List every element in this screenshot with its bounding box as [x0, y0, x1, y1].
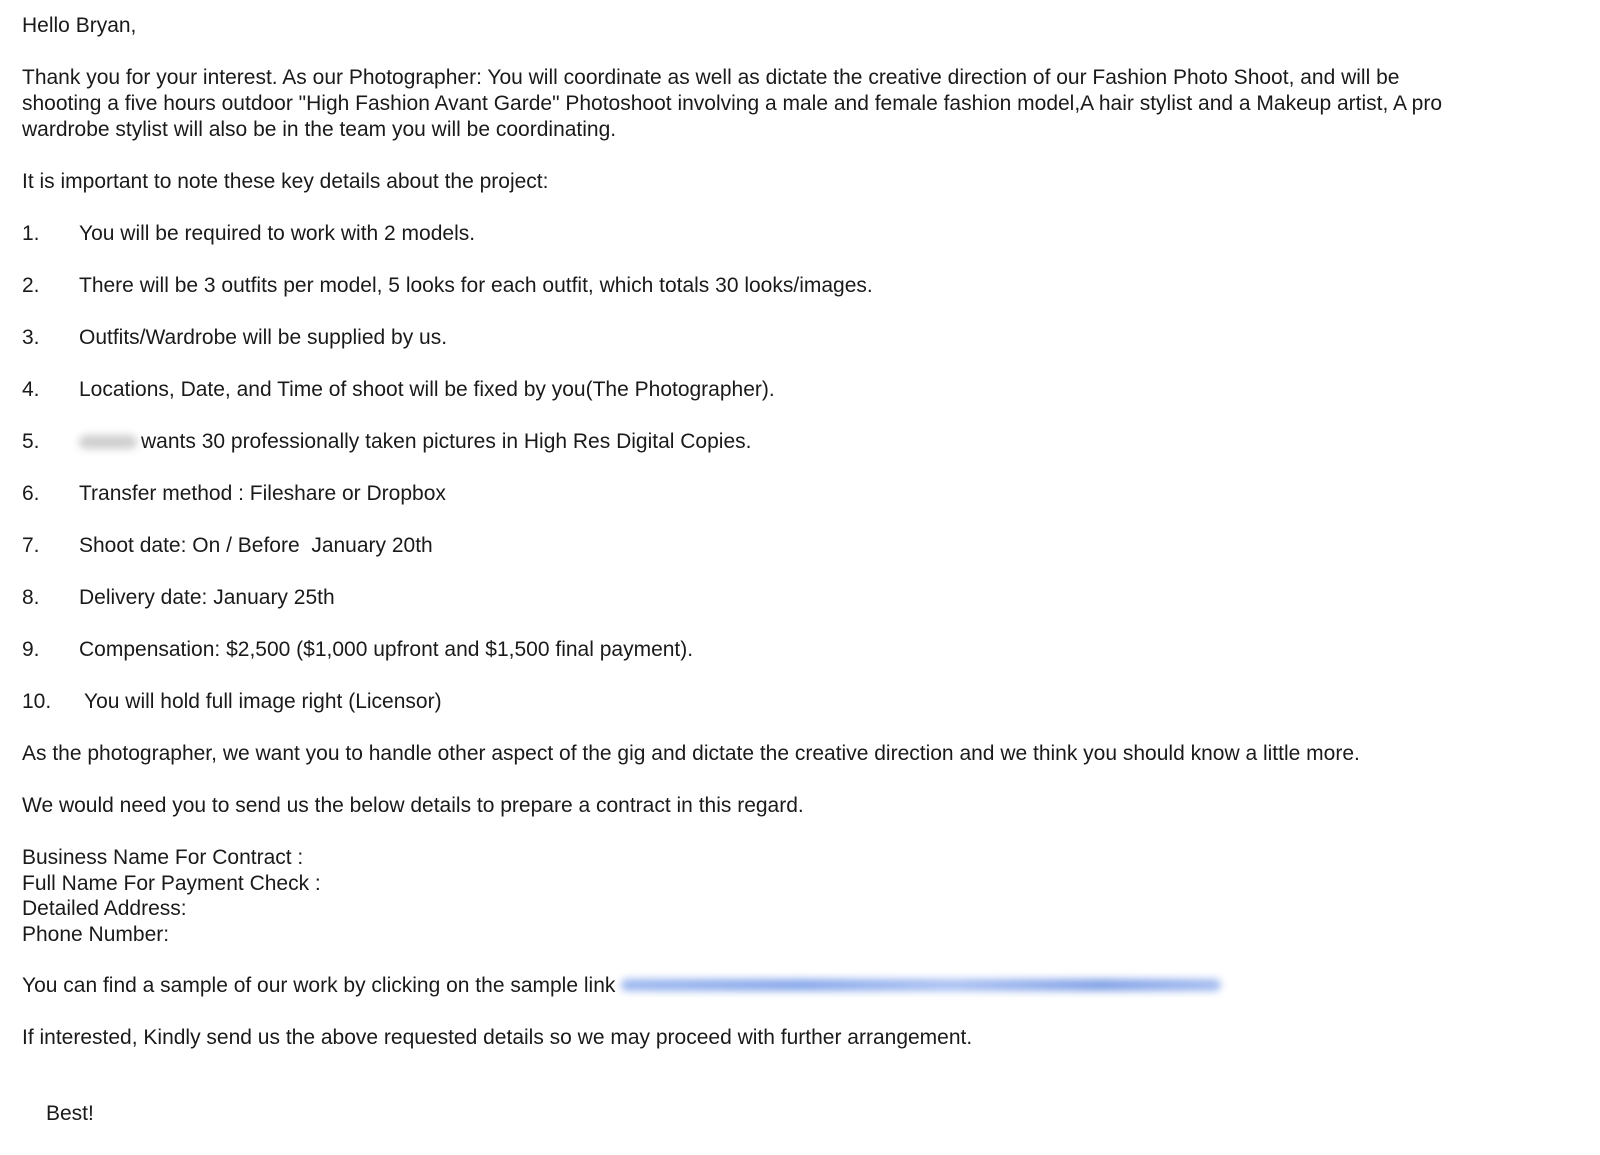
- list-number: 9.: [22, 638, 40, 661]
- list-item: [22, 689, 1582, 715]
- list-item: [22, 221, 1582, 247]
- list-text: Compensation: $2,500 ($1,000 upfront and $1,500 final payment).: [79, 638, 694, 661]
- list-number: 7.: [22, 534, 40, 557]
- key-details-list: [22, 221, 1582, 715]
- sample-paragraph: [22, 973, 1582, 999]
- field-address: Detailed Address:: [22, 897, 187, 920]
- list-text: You will be required to work with 2 models.: [79, 222, 476, 245]
- signoff: Best!: [46, 1102, 94, 1125]
- list-item: [22, 637, 1582, 663]
- intro-line: wardrobe stylist will also be in the team you will be coordinating.: [22, 118, 617, 141]
- photographer-paragraph: As the photographer, we want you to handle other aspect of the gig and dictate the creative direction and we think you should know a little more.: [22, 742, 1360, 765]
- requested-details: [22, 845, 1582, 947]
- list-number: 6.: [22, 482, 40, 505]
- list-item: [22, 325, 1582, 351]
- intro-line: Thank you for your interest. As our Photographer: You will coordinate as well as dictate the creative direction of our Fashion Photo Shoot, and will be: [22, 66, 1400, 89]
- redacted-company-name: [79, 435, 137, 449]
- list-number: 3.: [22, 326, 40, 349]
- field-phone: Phone Number:: [22, 922, 170, 946]
- list-number: 2.: [22, 274, 40, 297]
- list-text: Transfer method : Fileshare or Dropbox: [79, 482, 446, 505]
- list-text: Outfits/Wardrobe will be supplied by us.: [79, 326, 448, 349]
- list-item: [22, 429, 1582, 455]
- list-number: 4.: [22, 378, 40, 401]
- list-text: Shoot date: On / Before January 20th: [79, 534, 433, 557]
- list-item: [22, 481, 1582, 507]
- greeting: Hello Bryan,: [22, 14, 137, 37]
- contract-paragraph: We would need you to send us the below details to prepare a contract in this regard.: [22, 794, 804, 817]
- list-item: [22, 533, 1582, 559]
- intro-line: shooting a five hours outdoor "High Fashion Avant Garde" Photoshoot involving a male and female fashion model,A hair stylist and a Makeup artist, A pro: [22, 92, 1443, 115]
- list-text: wants 30 professionally taken pictures in High Res Digital Copies.: [141, 430, 752, 453]
- email-body: [22, 13, 1582, 1127]
- sample-link[interactable]: [621, 979, 1221, 991]
- list-text: Delivery date: January 25th: [79, 586, 335, 609]
- field-business-name: Business Name For Contract :: [22, 846, 304, 869]
- list-item: [22, 585, 1582, 611]
- list-text: There will be 3 outfits per model, 5 looks for each outfit, which totals 30 looks/images.: [79, 274, 873, 297]
- field-full-name: Full Name For Payment Check :: [22, 871, 321, 895]
- intro-paragraph: [22, 65, 1582, 143]
- list-number: 5.: [22, 430, 40, 453]
- list-text: Locations, Date, and Time of shoot will be fixed by you(The Photographer).: [79, 378, 775, 401]
- list-number: 10.: [22, 690, 52, 713]
- list-number: 8.: [22, 586, 40, 609]
- list-item: [22, 273, 1582, 299]
- sample-text: You can find a sample of our work by clicking on the sample link: [22, 974, 616, 997]
- list-number: 1.: [22, 222, 40, 245]
- closing-paragraph: If interested, Kindly send us the above requested details so we may proceed with further arrangement.: [22, 1026, 973, 1049]
- list-item: [22, 377, 1582, 403]
- key-details-heading: It is important to note these key details about the project:: [22, 170, 549, 193]
- list-text: You will hold full image right (Licensor): [84, 690, 442, 713]
